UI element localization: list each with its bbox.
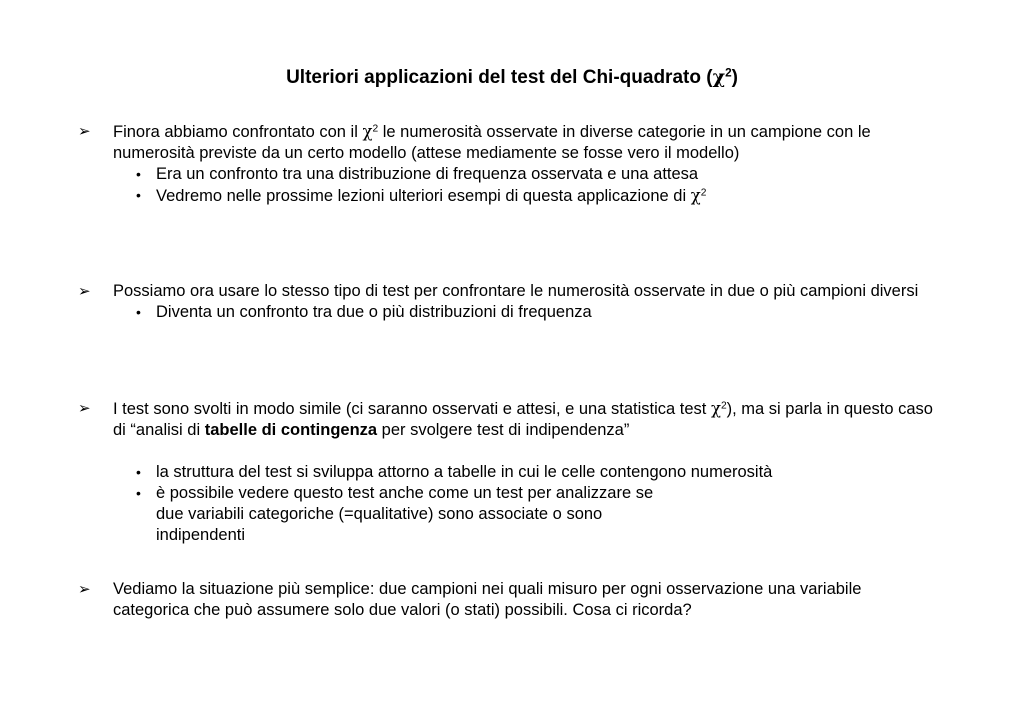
bullet-3-text-c: per svolgere test di indipendenza” xyxy=(377,421,630,439)
sub-item xyxy=(136,462,938,483)
dot-bullet-icon: • xyxy=(136,304,141,320)
bullet-4 xyxy=(78,579,938,621)
chi-symbol: χ xyxy=(712,66,726,88)
dot-bullet-icon: • xyxy=(136,485,141,501)
bullet-1-text xyxy=(113,121,938,164)
bullet-3-text-a: I test sono svolti in modo simile (ci saranno osservati e attesi, e una statistica test xyxy=(113,400,711,418)
chi-symbol: χ xyxy=(690,186,701,205)
bullet-1-sublist xyxy=(78,164,938,207)
superscript-2: 2 xyxy=(700,187,707,199)
bullet-3-text-b: ), ma si parla in questo caso di “analisi di xyxy=(113,400,933,439)
bullet-4-text: Vediamo la situazione più semplice: due campioni nei quali misuro per ogni osservazione una variabile categorica che può assumere solo due valori (o stati) possibili. Cosa ci ricorda? xyxy=(113,580,862,619)
sub-item-text: la struttura del test si sviluppa attorno a tabelle in cui le celle contengono numerosità xyxy=(156,463,773,481)
bullet-1-text-a: Finora abbiamo confrontato con il xyxy=(113,123,363,141)
sub-item xyxy=(136,302,938,323)
sub-item-text: Diventa un confronto tra due o più distribuzioni di frequenza xyxy=(156,303,592,321)
bold-term: tabelle di contingenza xyxy=(204,421,378,439)
dot-bullet-icon: • xyxy=(136,187,141,203)
chi-symbol: χ xyxy=(362,122,373,141)
bullet-2-text: Possiamo ora usare lo stesso tipo di test per confrontare le numerosità osservate in due o più campioni diversi xyxy=(113,282,919,300)
arrow-bullet-icon: ➢ xyxy=(78,581,91,598)
bullet-3 xyxy=(78,398,938,546)
dot-bullet-icon: • xyxy=(136,166,141,182)
page-title xyxy=(0,66,1024,89)
sub-item-text: Era un confronto tra una distribuzione di frequenza osservata e una attesa xyxy=(156,165,699,183)
chi-symbol: χ xyxy=(710,399,721,418)
bullet-1 xyxy=(78,121,938,207)
arrow-bullet-icon: ➢ xyxy=(78,123,91,140)
sub-item-text: Vedremo nelle prossime lezioni ulteriori esempi di questa applicazione di xyxy=(156,187,691,205)
superscript-2: 2 xyxy=(725,66,732,80)
bullet-2 xyxy=(78,281,938,323)
sub-item-text: è possibile vedere questo test anche come un test per analizzare se due variabili categoriche (=qualitative) sono associate o sono indipendenti xyxy=(156,484,654,544)
arrow-bullet-icon: ➢ xyxy=(78,283,91,300)
superscript-2: 2 xyxy=(720,400,727,412)
title-close: ) xyxy=(731,67,738,88)
bullet-3-text xyxy=(113,398,938,441)
sub-item xyxy=(136,483,938,546)
arrow-bullet-icon: ➢ xyxy=(78,400,91,417)
bullet-1-text-b: le numerosità osservate in diverse categorie in un campione con le numerosità previste da un certo modello (attese mediamente se fosse vero il modello) xyxy=(113,123,871,162)
title-text: Ulteriori applicazioni del test del Chi-quadrato ( xyxy=(286,67,713,88)
sub-item xyxy=(136,164,938,185)
bullet-2-sublist xyxy=(78,302,938,323)
bullet-3-sublist xyxy=(78,462,938,546)
dot-bullet-icon: • xyxy=(136,464,141,480)
sub-item xyxy=(136,185,938,207)
superscript-2: 2 xyxy=(372,123,379,135)
